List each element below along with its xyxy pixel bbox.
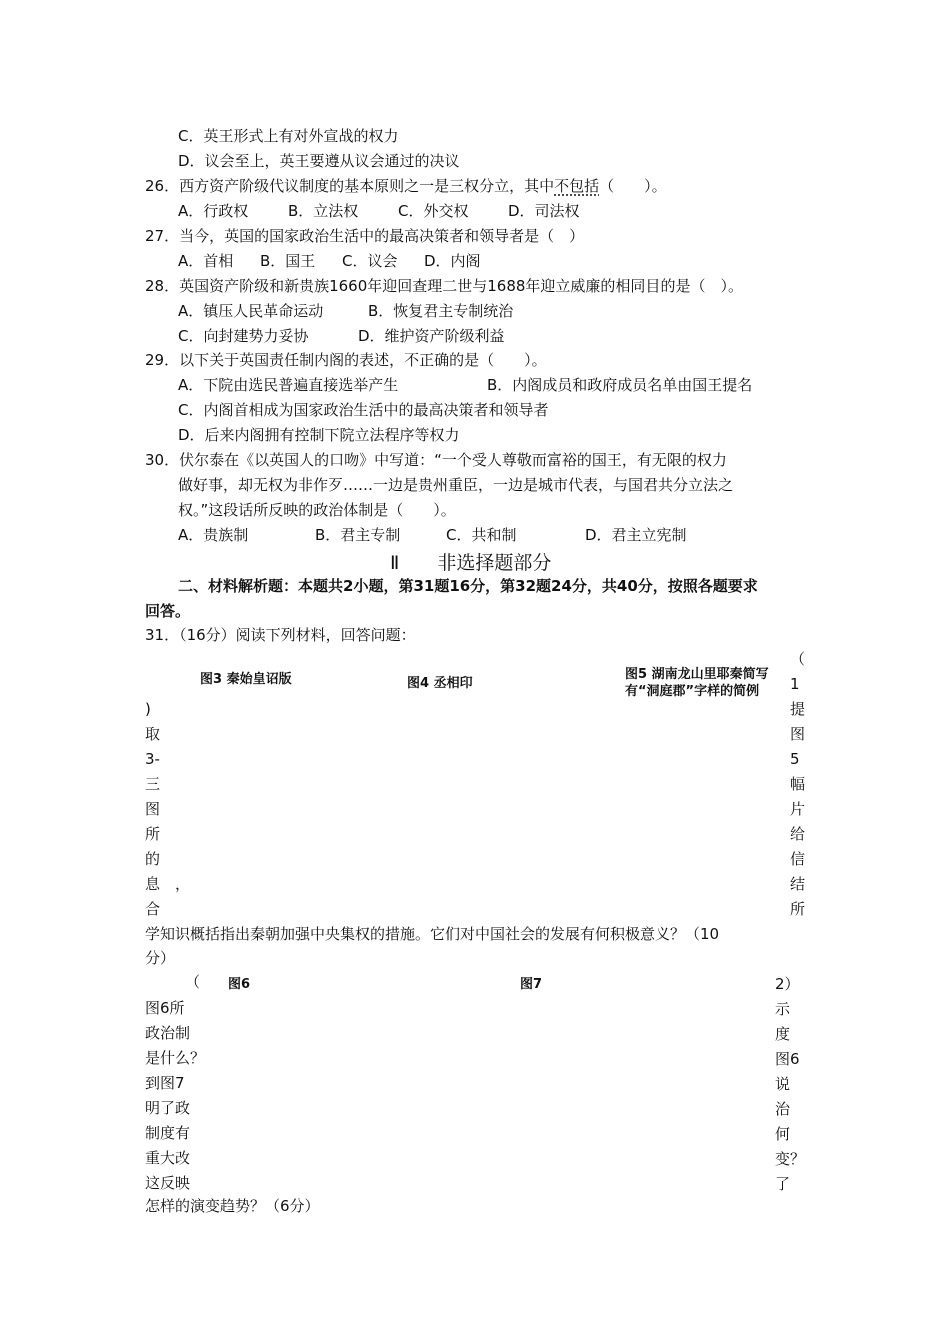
- q31-part2-left-text: 是什么？: [145, 1049, 206, 1067]
- q31-left-char: 息 ，: [145, 875, 191, 893]
- q31-part2-open-paren: （: [185, 973, 201, 991]
- q31-left-char: ): [145, 700, 151, 718]
- q29-option-b: B．内阁成员和政府成员名单由国王提名: [487, 376, 753, 394]
- q26-option-b: B．立法权: [288, 202, 359, 220]
- q26-stem-emphasis: 不包括: [554, 177, 600, 195]
- q28-stem: 28．英国资产阶级和新贵族1660年迎回查理二世与1688年迎立威廉的相同目的是（ ）。: [145, 277, 743, 295]
- q31-right-char: 幅: [790, 775, 806, 793]
- section-title: Ⅱ 非选择题部分: [390, 552, 552, 574]
- q27-option-d: D．内阁: [424, 252, 481, 270]
- q31-left-column: [145, 697, 190, 922]
- q27-stem: 27．当今，英国的国家政治生活中的最高决策者和领导者是（ ）: [145, 227, 585, 245]
- q31-left-char: 三: [145, 775, 161, 793]
- q31-right-column: [790, 647, 805, 922]
- q31-right-char: 信: [790, 850, 806, 868]
- q27-option-c: C．议会: [342, 252, 398, 270]
- q31-part2-left-text: 制度有: [145, 1124, 191, 1142]
- q30-option-a: A．贵族制: [178, 526, 249, 544]
- q31-left-char: 的: [145, 850, 161, 868]
- q31-left-char: 图: [145, 800, 161, 818]
- q31-part2-left-column: [145, 996, 205, 1196]
- q25-option-c: C．英王形式上有对外宣战的权力: [178, 127, 399, 145]
- q31-part2-right-text: 2）: [775, 975, 800, 993]
- q27-option-b: B．国王: [260, 252, 316, 270]
- q30-stem-line-1: 30．伏尔泰在《以英国人的口吻》中写道：“一个受人尊敬而富裕的国王，有无限的权力: [145, 451, 727, 469]
- q30-stem-line-2: 做好事，却无权为非作歹……一边是贵州重臣，一边是城市代表，与国君共分立法之: [178, 476, 734, 494]
- q30-option-c: C．共和制: [446, 526, 517, 544]
- q31-right-char: 提: [790, 700, 806, 718]
- q31-part2-left-text: 政治制: [145, 1024, 191, 1042]
- q31-part2-last-line: 怎样的演变趋势？（6分）: [145, 1197, 320, 1215]
- q26-option-a: A．行政权: [178, 202, 249, 220]
- q31-part2-right-text: 度: [775, 1025, 791, 1043]
- q31-right-char: 所: [790, 900, 806, 918]
- section-instruction-line-1: 二、材料解析题：本题共2小题，第31题16分，第32题24分，共40分，按照各题要求: [178, 577, 758, 595]
- section-instruction-line-2: 回答。: [145, 602, 191, 620]
- q31-part2-right-text: 变？: [775, 1150, 806, 1168]
- q31-part2-left-text: 图6所: [145, 999, 185, 1017]
- q30-option-b: B．君主专制: [315, 526, 401, 544]
- q26-stem-part-a: 26．西方资产阶级代议制度的基本原则之一是三权分立，其中: [145, 177, 555, 195]
- q31-part2-right-text: 图6: [775, 1050, 800, 1068]
- q31-part2-left-text: 重大改: [145, 1149, 191, 1167]
- q26-stem: [145, 176, 667, 196]
- q31-part2-left-text: 到图7: [145, 1074, 185, 1092]
- q31-right-char: 图: [790, 725, 806, 743]
- q29-stem: 29．以下关于英国责任制内阁的表述，不正确的是（ ）。: [145, 351, 547, 369]
- q28-option-d: D．维护资产阶级利益: [358, 327, 505, 345]
- q31-part2-right-text: 治: [775, 1100, 791, 1118]
- figure-3-caption: 图3 秦始皇诏版: [200, 672, 292, 687]
- figure-5-caption: 图5 湖南龙山里耶秦简写有“洞庭郡”字样的简例: [625, 667, 769, 699]
- q30-option-d: D．君主立宪制: [585, 526, 687, 544]
- q31-part2-left-text: 明了政: [145, 1099, 191, 1117]
- q31-left-char: 3-: [145, 750, 160, 768]
- q31-right-char: （: [790, 650, 806, 668]
- q28-option-b: B．恢复君主专制统治: [368, 302, 514, 320]
- figure-7-caption: 图7: [520, 977, 543, 992]
- q31-right-char: 1: [790, 675, 800, 693]
- q31-left-char: 所: [145, 825, 161, 843]
- q31-part2-right-text: 示: [775, 1000, 791, 1018]
- figure-6-caption: 图6: [228, 977, 251, 992]
- q25-option-d: D．议会至上，英王要遵从议会通过的决议: [178, 152, 460, 170]
- q26-option-d: D．司法权: [508, 202, 580, 220]
- q31-right-char: 给: [790, 825, 806, 843]
- q29-option-c: C．内阁首相成为国家政治生活中的最高决策者和领导者: [178, 401, 549, 419]
- q31-right-char: 5: [790, 750, 800, 768]
- q30-stem-line-3: 权。”这段话所反映的政治体制是（ ）。: [178, 501, 456, 519]
- q31-part2-right-text: 说: [775, 1075, 791, 1093]
- q31-part1-line-end: 分）: [145, 949, 176, 967]
- q29-option-a: A．下院由选民普遍直接选举产生: [178, 376, 399, 394]
- q31-part2-left-text: 这反映: [145, 1174, 191, 1192]
- q31-part2-right-text: 了: [775, 1175, 791, 1193]
- q31-part2-right-column: [775, 972, 805, 1197]
- q31-stem: 31．（16分）阅读下列材料，回答问题：: [145, 626, 416, 644]
- q31-part2-right-text: 何: [775, 1125, 791, 1143]
- q31-right-char: 结: [790, 875, 806, 893]
- q28-option-c: C．向封建势力妥协: [178, 327, 309, 345]
- q29-option-d: D．后来内阁拥有控制下院立法程序等权力: [178, 426, 460, 444]
- q27-option-a: A．首相: [178, 252, 234, 270]
- q31-left-char: 取: [145, 725, 161, 743]
- q26-option-c: C．外交权: [398, 202, 469, 220]
- q31-part1-line: 学知识概括指出秦朝加强中央集权的措施。它们对中国社会的发展有何积极意义？（10: [145, 925, 720, 943]
- q31-left-char: 合: [145, 900, 161, 918]
- figure-4-caption: 图4 丞相印: [407, 676, 473, 691]
- q26-stem-part-b: （ ）。: [599, 177, 667, 195]
- q31-right-char: 片: [790, 800, 806, 818]
- q28-option-a: A．镇压人民革命运动: [178, 302, 324, 320]
